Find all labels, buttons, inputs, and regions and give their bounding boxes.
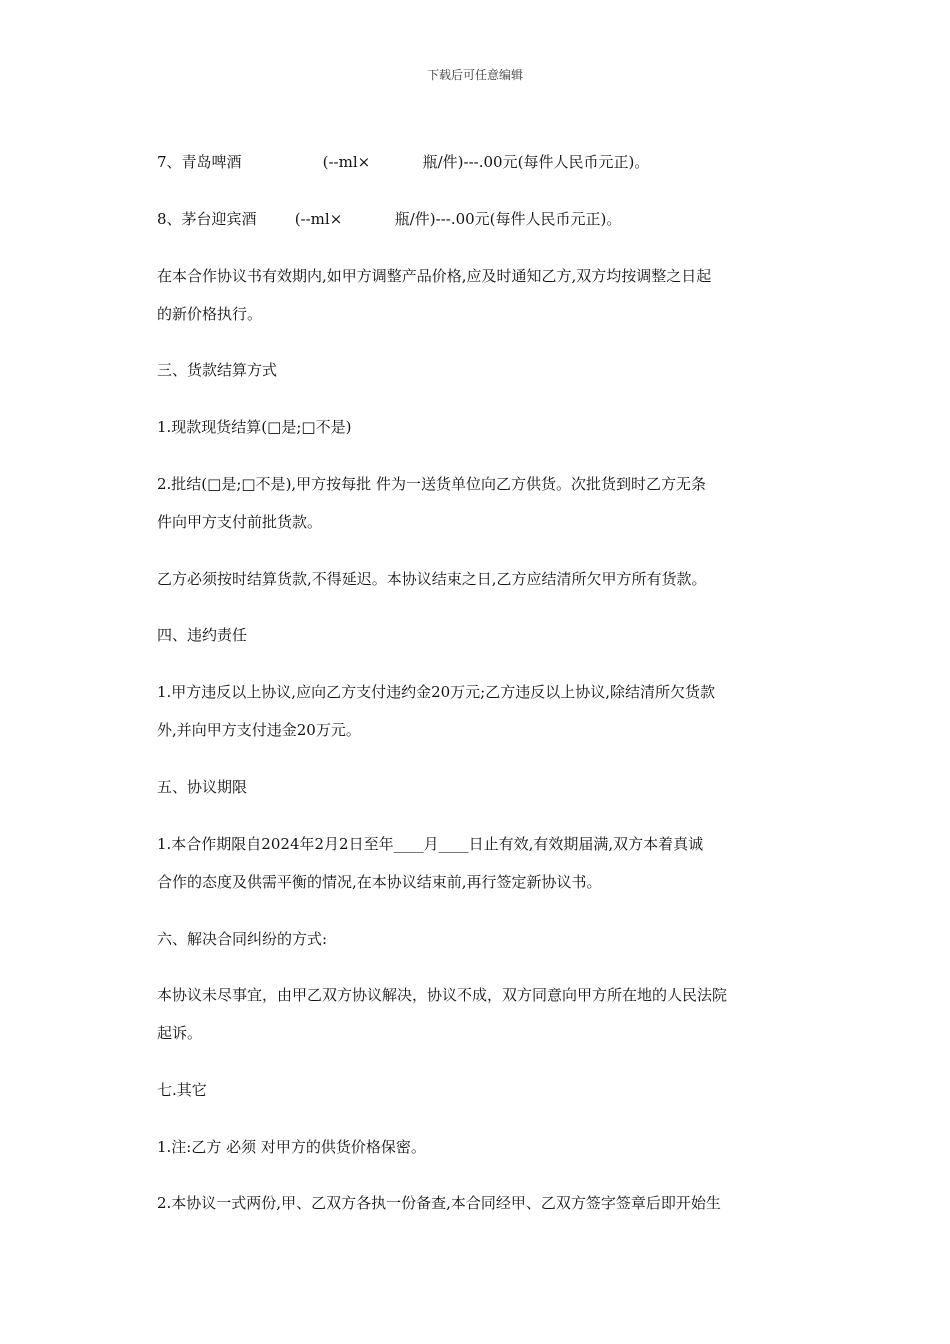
- paragraph-line: 本协议未尽事宜，由甲乙双方协议解决，协议不成，双方同意向甲方所在地的人民法院: [157, 986, 728, 1004]
- section-heading: 四、违约责任: [157, 626, 248, 644]
- price-item-8: 8、茅台迎宾酒 (--ml× 瓶/件)---.00元(每件人民币元正)。: [157, 210, 622, 228]
- price-item-7: 7、青岛啤酒 (--ml× 瓶/件)---.00元(每件人民币元正)。: [157, 153, 650, 171]
- section-heading: 七.其它: [157, 1081, 207, 1099]
- paragraph-line: 外,并向甲方支付违金20万元。: [157, 721, 361, 739]
- paragraph-line: 在本合作协议书有效期内,如甲方调整产品价格,应及时通知乙方,双方均按调整之日起: [157, 267, 712, 285]
- paragraph-line: 合作的态度及供需平衡的情况,在本协议结束前,再行签定新协议书。: [157, 873, 602, 891]
- paragraph-line: 乙方必须按时结算货款,不得延迟。本协议结束之日,乙方应结清所欠甲方所有货款。: [157, 570, 707, 588]
- paragraph-line: 的新价格执行。: [157, 305, 263, 323]
- section-heading: 三、货款结算方式: [157, 361, 278, 379]
- paragraph-line: 1.现款现货结算(□是;□不是): [157, 418, 352, 436]
- paragraph-line: 1.注:乙方 必须 对甲方的供货价格保密。: [157, 1138, 426, 1156]
- paragraph-line: 2.本协议一式两份,甲、乙双方各执一份备查,本合同经甲、乙双方签字签章后即开始生: [157, 1194, 721, 1212]
- paragraph-line: 件向甲方支付前批货款。: [157, 513, 323, 531]
- paragraph-line: 2.批结(□是;□不是),甲方按每批 件为一送货单位向乙方供货。次批货到时乙方无条: [157, 475, 706, 493]
- paragraph-line: 1.甲方违反以上协议,应向乙方支付违约金20万元;乙方违反以上协议,除结清所欠货款: [157, 683, 715, 701]
- paragraph-line: 1.本合作期限自2024年2月2日至年____月____日止有效,有效期届满,双方本着真诚: [157, 835, 704, 853]
- section-heading: 五、协议期限: [157, 778, 248, 796]
- paragraph-line: 起诉。: [157, 1024, 203, 1042]
- page-header: 下载后可任意编辑: [426, 68, 523, 82]
- section-heading: 六、解决合同纠纷的方式:: [157, 930, 328, 948]
